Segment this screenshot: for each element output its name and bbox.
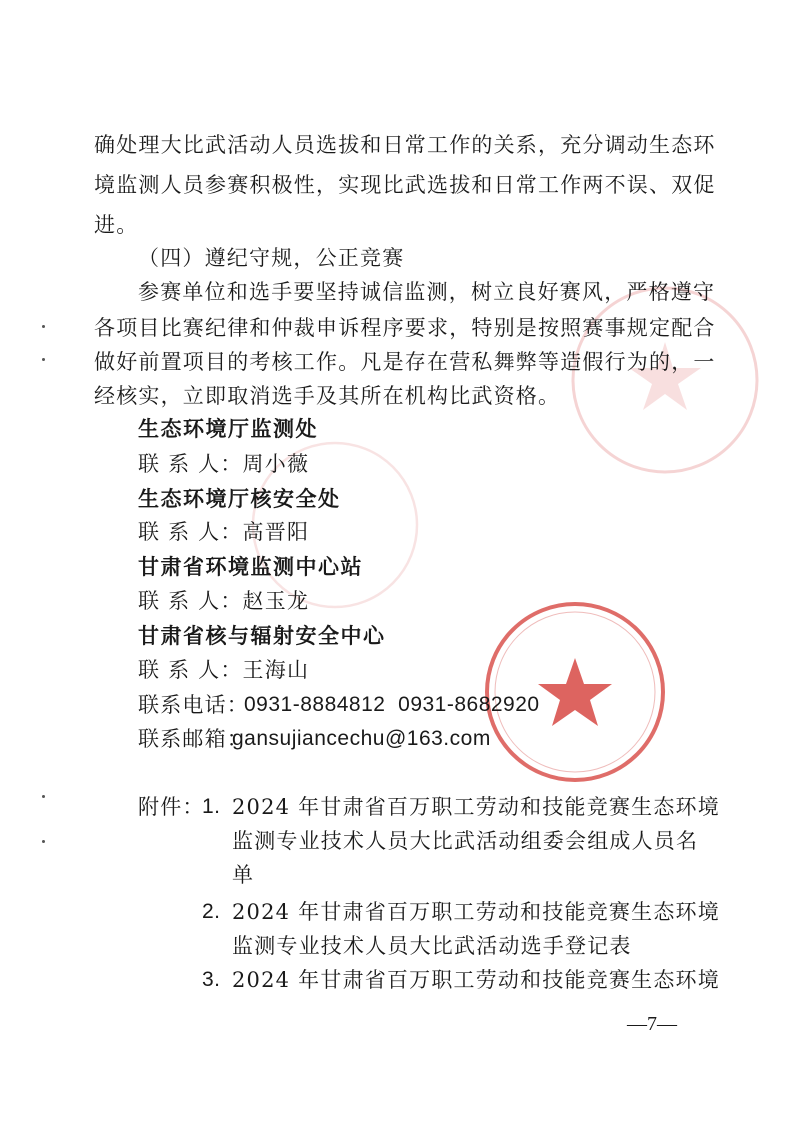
- attachment-line: 单: [232, 863, 255, 887]
- phone-label: 联系电话：: [138, 693, 249, 717]
- attachment-number: 2.: [202, 900, 221, 923]
- contact-org: 甘肃省核与辐射安全中心: [138, 624, 386, 648]
- contact-person: 联 系 人：王海山: [138, 658, 310, 682]
- attachment-line: 2024 年甘肃省百万职工劳动和技能竞赛生态环境: [232, 795, 720, 819]
- contact-person: 联 系 人：周小薇: [138, 452, 310, 476]
- faint-seal-stamp-upper: [555, 280, 775, 480]
- attachment-number: 3.: [202, 968, 221, 991]
- margin-mark: [42, 325, 45, 328]
- contact-person: 联 系 人：赵玉龙: [138, 589, 310, 613]
- attachment-line: 监测专业技术人员大比武活动选手登记表: [232, 934, 632, 958]
- body-line: 做好前置项目的考核工作。凡是存在营私舞弊等造假行为的，一: [94, 350, 716, 374]
- margin-mark: [42, 795, 45, 798]
- margin-mark: [42, 358, 45, 361]
- phone-value: 0931-8884812 0931-8682920: [244, 693, 540, 716]
- body-line: 确处理大比武活动人员选拔和日常工作的关系，充分调动生态环: [94, 133, 716, 157]
- page-number: —7—: [627, 1013, 677, 1035]
- body-line: 参赛单位和选手要坚持诚信监测，树立良好赛风，严格遵守: [138, 280, 716, 304]
- attachment-line: 2024 年甘肃省百万职工劳动和技能竞赛生态环境: [232, 900, 720, 924]
- attachment-line: 2024 年甘肃省百万职工劳动和技能竞赛生态环境: [232, 968, 720, 992]
- body-line: 经核实，立即取消选手及其所在机构比武资格。: [94, 384, 561, 408]
- body-line: 进。: [94, 213, 139, 237]
- contact-org: 生态环境厅核安全处: [138, 487, 341, 511]
- attachment-line: 监测专业技术人员大比武活动组委会组成人员名: [232, 829, 699, 853]
- email-value: gansujiancechu@163.com: [232, 727, 491, 750]
- contact-org: 甘肃省环境监测中心站: [138, 555, 363, 579]
- email-label: 联系邮箱：: [138, 727, 249, 751]
- contact-org: 生态环境厅监测处: [138, 417, 318, 441]
- attachments-label: 附件：: [138, 795, 205, 819]
- contact-person: 联 系 人：高晋阳: [138, 520, 310, 544]
- body-line: 境监测人员参赛积极性，实现比武选拔和日常工作两不误、双促: [94, 173, 716, 197]
- attachment-number: 1.: [202, 795, 221, 818]
- margin-mark: [42, 840, 45, 843]
- section-heading: （四）遵纪守规，公正竞赛: [138, 246, 405, 270]
- body-line: 各项目比赛纪律和仲裁申诉程序要求，特别是按照赛事规定配合: [94, 316, 716, 340]
